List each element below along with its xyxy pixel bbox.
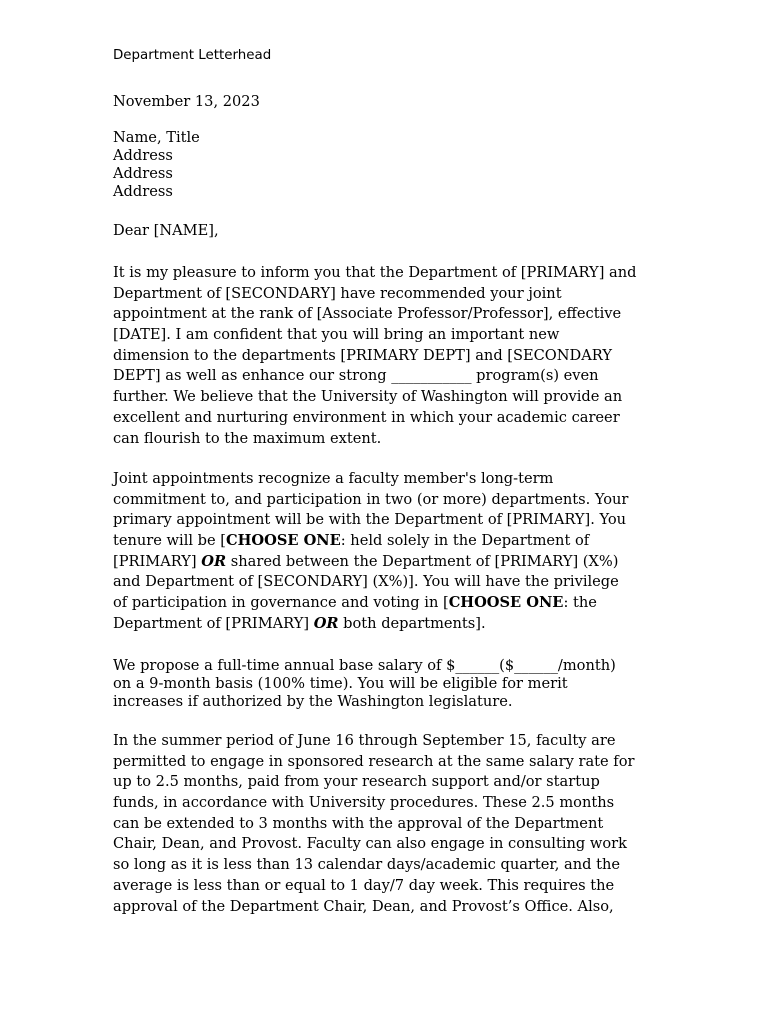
paragraph-summer-research <box>113 731 634 917</box>
recipient-name-title: Name, Title <box>113 129 200 146</box>
paragraph-appointment <box>113 263 636 449</box>
paragraph-line <box>113 614 628 635</box>
text-run: : the <box>563 594 597 612</box>
paragraph-line: DEPT] as well as enhance our strong ___________ program(s) even <box>113 367 599 385</box>
letter-date: November 13, 2023 <box>113 93 260 110</box>
paragraph-line: commitment to, and participation in two (or more) departments. Your <box>113 490 629 508</box>
text-run: of participation in governance and voting in [ <box>113 594 449 612</box>
paragraph-line: can be extended to 3 months with the approval of the Department <box>113 814 604 832</box>
or-emphasis: OR <box>201 552 227 570</box>
paragraph-line: so long as it is less than 13 calendar days/academic quarter, and the <box>113 856 621 874</box>
paragraph-line: and Department of [SECONDARY] (X%)]. You will have the privilege <box>113 573 619 591</box>
text-run: shared between the Department of [PRIMARY] (X%) <box>226 552 619 570</box>
paragraph-joint-appointment <box>113 469 628 635</box>
paragraph-line <box>113 552 628 573</box>
paragraph-line: approval of the Department Chair, Dean, and Provost’s Office. Also, <box>113 897 614 915</box>
text-run: [PRIMARY] <box>113 552 202 570</box>
or-emphasis: OR <box>313 614 339 632</box>
paragraph-line: Department of [SECONDARY] have recommended your joint <box>113 284 562 302</box>
paragraph-line: funds, in accordance with University procedures. These 2.5 months <box>113 794 615 812</box>
text-run: : held solely in the Department of <box>340 532 590 550</box>
paragraph-line: In the summer period of June 16 through September 15, faculty are <box>113 732 616 749</box>
paragraph-line: on a 9-month basis (100% time). You will be eligible for merit <box>113 675 568 692</box>
paragraph-line: up to 2.5 months, paid from your research support and/or startup <box>113 773 600 791</box>
address-line: Address <box>113 183 173 200</box>
paragraph-line: Joint appointments recognize a faculty member's long-term <box>113 470 554 487</box>
letterhead: Department Letterhead <box>113 48 272 63</box>
paragraph-line: We propose a full-time annual base salary of $______($______/month) <box>113 657 616 674</box>
paragraph-line: Chair, Dean, and Provost. Faculty can also engage in consulting work <box>113 835 627 853</box>
text-run: tenure will be [ <box>113 532 226 550</box>
choose-one-emphasis: CHOOSE ONE <box>226 532 341 550</box>
paragraph-line: further. We believe that the University of Washington will provide an <box>113 388 623 406</box>
paragraph-line: [DATE]. I am confident that you will bring an important new <box>113 326 560 344</box>
text-run: Department of [PRIMARY] <box>113 614 314 632</box>
paragraph-line: It is my pleasure to inform you that the Department of [PRIMARY] and <box>113 264 637 281</box>
paragraph-line: permitted to engage in sponsored research at the same salary rate for <box>113 752 635 770</box>
paragraph-line: dimension to the departments [PRIMARY DEPT] and [SECONDARY <box>113 346 612 364</box>
paragraph-line: average is less than or equal to 1 day/7 day week. This requires the <box>113 876 615 894</box>
paragraph-line: primary appointment will be with the Department of [PRIMARY]. You <box>113 511 627 529</box>
text-run: both departments]. <box>338 614 486 632</box>
paragraph-line: appointment at the rank of [Associate Professor/Professor], effective <box>113 305 622 323</box>
choose-one-emphasis: CHOOSE ONE <box>448 594 564 612</box>
paragraph-line: excellent and nurturing environment in which your academic career <box>113 408 620 426</box>
address-line: Address <box>113 165 173 182</box>
paragraph-line: can flourish to the maximum extent. <box>113 429 382 447</box>
salutation: Dear [NAME], <box>113 222 219 239</box>
paragraph-salary <box>113 657 616 711</box>
address-line: Address <box>113 147 173 164</box>
recipient-address-block <box>113 129 200 201</box>
paragraph-line: increases if authorized by the Washington legislature. <box>113 693 513 710</box>
paragraph-line <box>113 531 628 552</box>
paragraph-line <box>113 593 628 614</box>
